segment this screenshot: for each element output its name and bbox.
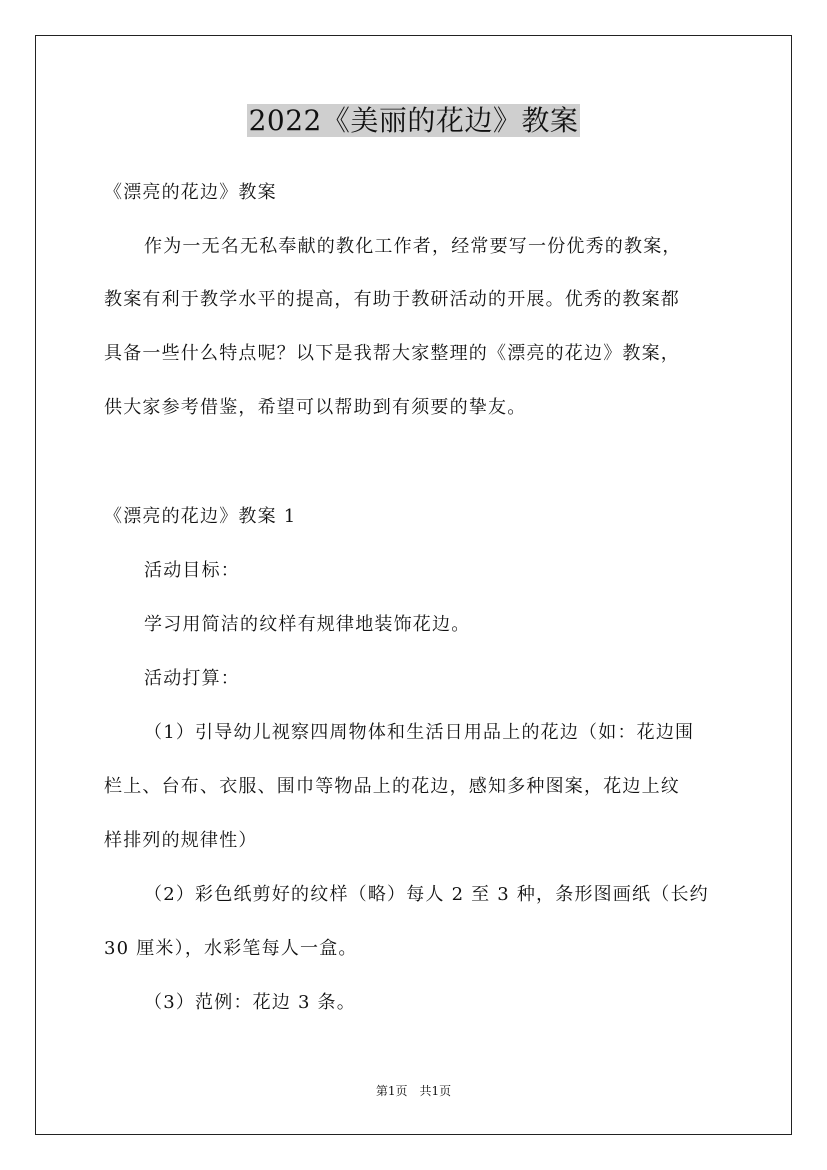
prep-1-line-1: （1）引导幼儿视察四周物体和生活日用品上的花边（如：花边围 [144,722,695,743]
prep-heading: 活动打算： [144,668,240,689]
page-footer: 第1页 共1页 [375,1084,452,1098]
intro-line-3: 具备一些什么特点呢？以下是我帮大家整理的《漂亮的花边》教案， [104,343,680,364]
prep-2-line-2: 30 厘米），水彩笔每人一盒。 [104,938,358,959]
document-title-text: 2022《美丽的花边》教案 [248,104,579,137]
prep-2-line-1: （2）彩色纸剪好的纹样（略）每人 2 至 3 种，条形图画纸（长约 [144,884,709,905]
document-title [0,102,827,140]
goal-text: 学习用简洁的纹样有规律地装饰花边。 [144,614,471,635]
goal-heading: 活动目标： [144,560,240,581]
section-heading: 《漂亮的花边》教案 1 [104,506,297,527]
prep-3: （3）范例：花边 3 条。 [144,992,356,1013]
subtitle: 《漂亮的花边》教案 [104,182,277,203]
intro-line-1: 作为一无名无私奉献的教化工作者，经常要写一份优秀的教案， [144,236,682,257]
prep-1-line-2: 栏上、台布、衣服、围巾等物品上的花边，感知多种图案，花边上纹 [104,776,680,797]
intro-line-4: 供大家参考借鉴，希望可以帮助到有须要的挚友。 [104,397,527,418]
prep-1-line-3: 样排列的规律性） [104,830,258,851]
intro-line-2: 教案有利于教学水平的提高，有助于教研活动的开展。优秀的教案都 [104,289,680,310]
